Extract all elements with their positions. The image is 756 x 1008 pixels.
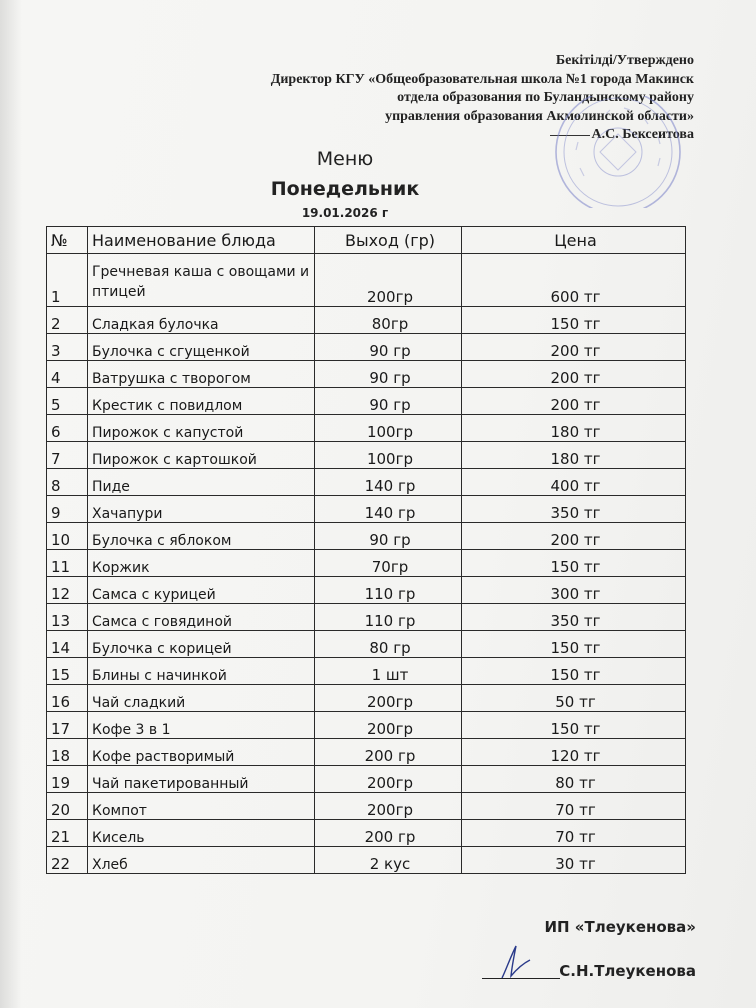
dish-name: Сладкая булочка xyxy=(88,307,315,334)
dish-price: 80 тг xyxy=(462,766,686,793)
dish-yield: 110 гр xyxy=(315,604,462,631)
dish-name: Кисель xyxy=(88,820,315,847)
dish-price: 400 тг xyxy=(462,469,686,496)
table-row xyxy=(47,361,686,388)
header-dish-name: Наименование блюда xyxy=(88,227,315,254)
dish-yield: 140 гр xyxy=(315,469,462,496)
dish-price: 70 тг xyxy=(462,820,686,847)
dish-name: Пиде xyxy=(88,469,315,496)
row-number: 10 xyxy=(47,523,88,550)
dish-price: 600 тг xyxy=(462,254,686,307)
table-row xyxy=(47,415,686,442)
dish-yield: 140 гр xyxy=(315,496,462,523)
dish-price: 150 тг xyxy=(462,550,686,577)
dish-yield: 100гр xyxy=(315,442,462,469)
signature-line xyxy=(482,978,560,979)
dish-name: Булочка с яблоком xyxy=(88,523,315,550)
row-number: 1 xyxy=(47,254,88,307)
dish-price: 300 тг xyxy=(462,577,686,604)
table-row xyxy=(47,577,686,604)
approval-signature-line xyxy=(550,135,590,136)
table-row xyxy=(47,820,686,847)
menu-table xyxy=(46,226,686,874)
dish-yield: 200гр xyxy=(315,254,462,307)
table-row xyxy=(47,604,686,631)
dish-name: Булочка с корицей xyxy=(88,631,315,658)
dish-yield: 2 кус xyxy=(315,847,462,874)
table-row xyxy=(47,847,686,874)
row-number: 8 xyxy=(47,469,88,496)
row-number: 14 xyxy=(47,631,88,658)
dish-price: 150 тг xyxy=(462,712,686,739)
row-number: 20 xyxy=(47,793,88,820)
dish-name-text: Гречневая каша с овощами и птицей xyxy=(92,264,310,300)
day-of-week: Понедельник xyxy=(270,178,420,200)
table-row xyxy=(47,658,686,685)
row-number: 11 xyxy=(47,550,88,577)
dish-name: Ватрушка с творогом xyxy=(88,361,315,388)
dish-price: 200 тг xyxy=(462,523,686,550)
header-yield: Выход (гр) xyxy=(315,227,462,254)
dish-name: Самса с курицей xyxy=(88,577,315,604)
dish-yield: 90 гр xyxy=(315,388,462,415)
row-number: 9 xyxy=(47,496,88,523)
approval-block xyxy=(271,52,694,145)
dish-name: Чай пакетированный xyxy=(88,766,315,793)
dish-name: Пирожок с картошкой xyxy=(88,442,315,469)
table-row xyxy=(47,469,686,496)
dish-name: Самса с говядиной xyxy=(88,604,315,631)
dish-price: 200 тг xyxy=(462,361,686,388)
dish-price: 180 тг xyxy=(462,415,686,442)
dish-yield: 90 гр xyxy=(315,334,462,361)
dish-price: 350 тг xyxy=(462,604,686,631)
dish-price: 70 тг xyxy=(462,793,686,820)
table-row xyxy=(47,550,686,577)
dish-price: 150 тг xyxy=(462,631,686,658)
row-number: 2 xyxy=(47,307,88,334)
dish-price: 50 тг xyxy=(462,685,686,712)
dish-yield: 80 гр xyxy=(315,631,462,658)
dish-price: 200 тг xyxy=(462,388,686,415)
header-number: № xyxy=(47,227,88,254)
row-number: 17 xyxy=(47,712,88,739)
approval-signatory xyxy=(271,126,694,145)
dish-yield: 70гр xyxy=(315,550,462,577)
menu-table-body xyxy=(47,254,686,874)
table-row xyxy=(47,442,686,469)
table-row xyxy=(47,334,686,361)
dish-yield: 100гр xyxy=(315,415,462,442)
dish-name: Пирожок с капустой xyxy=(88,415,315,442)
dish-price: 350 тг xyxy=(462,496,686,523)
row-number: 21 xyxy=(47,820,88,847)
dish-yield: 200гр xyxy=(315,766,462,793)
dish-name xyxy=(88,254,315,307)
dish-name: Блины с начинкой xyxy=(88,658,315,685)
table-row xyxy=(47,685,686,712)
dish-yield: 200гр xyxy=(315,685,462,712)
approval-department-line: отдела образования по Буландынскому району xyxy=(397,90,694,105)
row-number: 16 xyxy=(47,685,88,712)
row-number: 7 xyxy=(47,442,88,469)
row-number: 18 xyxy=(47,739,88,766)
row-number: 13 xyxy=(47,604,88,631)
dish-name: Кофе 3 в 1 xyxy=(88,712,315,739)
table-row xyxy=(47,496,686,523)
dish-name: Хачапури xyxy=(88,496,315,523)
row-number: 3 xyxy=(47,334,88,361)
row-number: 15 xyxy=(47,658,88,685)
table-row xyxy=(47,712,686,739)
dish-yield: 200 гр xyxy=(315,820,462,847)
dish-yield: 1 шт xyxy=(315,658,462,685)
menu-date: 19.01.2026 г xyxy=(301,206,389,220)
company-name: ИП «Тлеукенова» xyxy=(544,918,696,936)
dish-yield: 200гр xyxy=(315,712,462,739)
dish-price: 120 тг xyxy=(462,739,686,766)
dish-name: Компот xyxy=(88,793,315,820)
dish-yield: 80гр xyxy=(315,307,462,334)
table-row xyxy=(47,254,686,307)
dish-price: 30 тг xyxy=(462,847,686,874)
row-number: 22 xyxy=(47,847,88,874)
table-row xyxy=(47,307,686,334)
dish-yield: 90 гр xyxy=(315,361,462,388)
approval-region-line: управления образования Акмолинской области» xyxy=(385,108,694,124)
approval-heading: Бекітілді/Утверждено xyxy=(555,53,694,68)
table-row xyxy=(47,766,686,793)
dish-yield: 200 гр xyxy=(315,739,462,766)
dish-price: 200 тг xyxy=(462,334,686,361)
dish-name: Крестик с повидлом xyxy=(88,388,315,415)
row-number: 4 xyxy=(47,361,88,388)
table-row xyxy=(47,388,686,415)
row-number: 19 xyxy=(47,766,88,793)
dish-name: Чай сладкий xyxy=(88,685,315,712)
table-header-row xyxy=(47,227,686,254)
table-row xyxy=(47,739,686,766)
dish-price: 150 тг xyxy=(462,307,686,334)
dish-yield: 110 гр xyxy=(315,577,462,604)
dish-yield: 200гр xyxy=(315,793,462,820)
dish-price: 180 тг xyxy=(462,442,686,469)
dish-price: 150 тг xyxy=(462,658,686,685)
signer-name: С.Н.Тлеукенова xyxy=(559,962,696,980)
table-row xyxy=(47,631,686,658)
signature-icon xyxy=(496,940,536,982)
approval-signatory-name: А.С. Бексеитова xyxy=(591,127,694,142)
dish-name: Кофе растворимый xyxy=(88,739,315,766)
table-row xyxy=(47,793,686,820)
dish-yield: 90 гр xyxy=(315,523,462,550)
dish-name: Булочка с сгущенкой xyxy=(88,334,315,361)
menu-title: Меню xyxy=(316,148,374,170)
row-number: 6 xyxy=(47,415,88,442)
row-number: 5 xyxy=(47,388,88,415)
dish-name: Хлеб xyxy=(88,847,315,874)
header-price: Цена xyxy=(462,227,686,254)
table-row xyxy=(47,523,686,550)
approval-director-line: Директор КГУ «Общеобразовательная школа №1 города Макинск xyxy=(270,71,694,87)
dish-name: Коржик xyxy=(88,550,315,577)
row-number: 12 xyxy=(47,577,88,604)
